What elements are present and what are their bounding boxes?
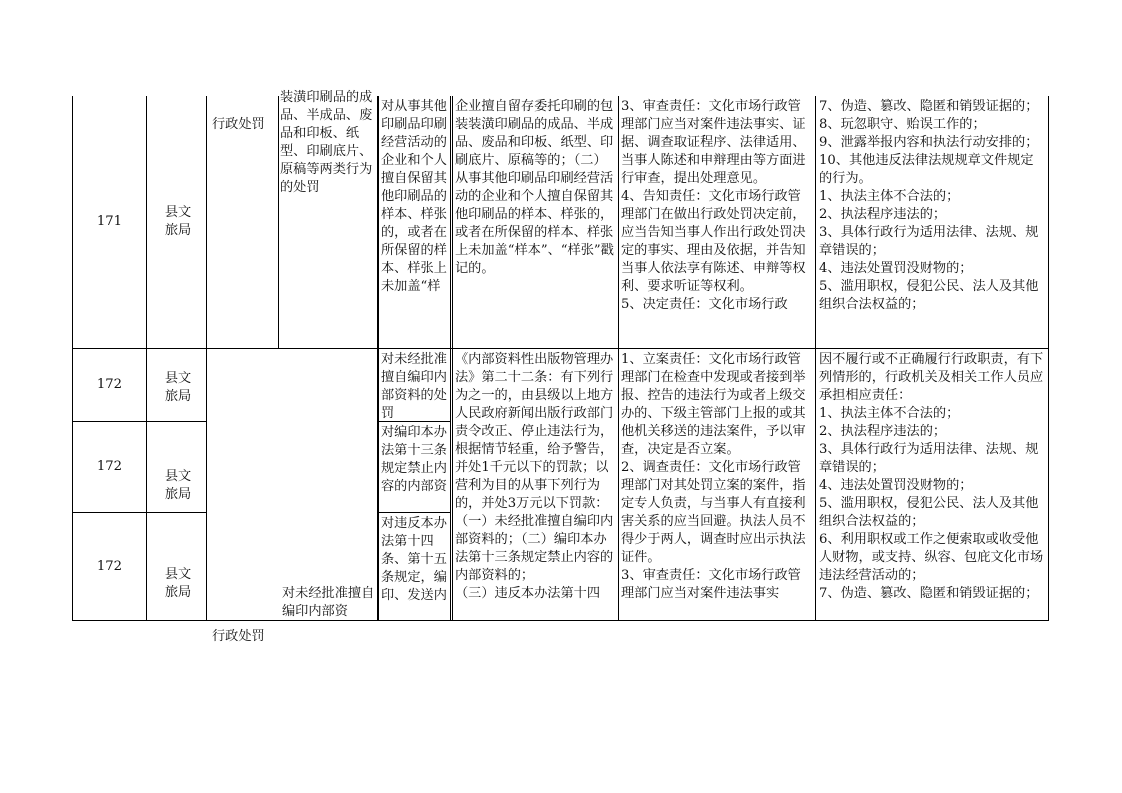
row-172a-dept: 县文旅局: [164, 371, 192, 404]
group-172-liab: 因不履行或不正确履行行政职责，有下列情形的，行政机关及相关工作人员应承担相应责任： 1、执法主体不合法的； 2、执法程序违法的； 3、具体行政行为适用法律、法规、规章错误的； 4、违法处置罚没财物的； 5、滥用职权，侵犯公民、法人及其他组织合法权益的； 6、利用职权或工作之便索取或收受他人财物，或支持、纵容、包庇文化市场违法经营活动的； 7、伪造、篡改、隐匿和销毁证据的；: [819, 352, 1044, 601]
row-172c-dept: 县文旅局: [164, 567, 192, 600]
grid-line: [1048, 96, 1049, 621]
row-172b-dept: 县文旅局: [164, 469, 192, 502]
grid-line: [72, 348, 1049, 349]
grid-line: [377, 96, 379, 621]
group-172-name: 对未经批准擅自编印内部资: [282, 586, 375, 619]
grid-line: [72, 620, 1049, 621]
row-171-seq: 171: [96, 214, 123, 229]
group-172-basis: 《内部资料性出版物管理办法》第二十二条：有下列行为之一的，由县级以上地方人民政府新闻出版行政部门责令改正、停止违法行为，根据情节轻重，给予警告，并处1千元以下的罚款；以营利为目的从事下列行为的，并处3万元以下罚款： （一）未经批准擅自编印内部资料的；（二）编印本办法第十三条规定禁止内容的内部资料的； （三）违反本办法第十四: [455, 352, 614, 601]
row-171-name-clip: [278, 90, 377, 348]
grid-line: [72, 421, 206, 422]
row-171-type: 行政处罚: [212, 117, 265, 132]
row-171-dept: 县文旅局: [164, 205, 192, 238]
grid-line: [452, 96, 453, 621]
group-172-duty: 1、立案责任：文化市场行政管理部门在检查中发现或者接到举报、控告的违法行为或者上级交办的、下级主管部门上报的或其他机关移送的违法案件，予以审查，决定是否立案。 2、调查责任：文化市场行政管理部门对其处罚立案的案件，指定专人负责，与当事人有直接利害关系的应当回避。执法人员不得少于两人，调查时应出示执法证件。 3、审查责任：文化市场行政管理部门应当对案件违法事实: [621, 352, 806, 601]
grid-line: [146, 96, 147, 621]
row-171-basis: 企业擅自留存委托印刷的包装装潢印刷品的成品、半成品、废品和印板、纸型、印刷底片、原稿等的；（二）从事其他印刷品印刷经营活动的企业和个人擅自保留其他印刷品的样本、样张的，或者在所保留的样本、样张上未加盖“样本”、“样张”戳记的。: [455, 99, 614, 276]
row-172b-seq: 172: [96, 459, 123, 474]
row-171-liab: 7、伪造、篡改、隐匿和销毁证据的； 8、玩忽职守、贻误工作的； 9、泄露举报内容和执法行动安排的； 10、其他违反法律法规规章文件规定的行为。 1、执法主体不合法的； 2、执法程序违法的； 3、具体行政行为适用法律、法规、规章错误的； 4、违法处置罚没财物的； 5、滥用职权，侵犯公民、法人及其他组织合法权益的；: [819, 99, 1039, 312]
row-172a-sub: 对未经批准擅自编印内部资料的处罚: [381, 352, 447, 421]
grid-line: [379, 421, 451, 422]
row-172c-seq: 172: [96, 559, 123, 574]
grid-line: [206, 96, 207, 621]
row-171-duty: 3、审查责任：文化市场行政管理部门应当对案件违法事实、证据、调查取证程序、法律适用、当事人陈述和申辩理由等方面进行审查，提出处理意见。 4、告知责任：文化市场行政管理部门在做出行政处罚决定前，应当告知当事人作出行政处罚决定的事实、理由及依据，并告知当事人依法享有陈述、申辩等权利、要求听证等权利。 5、决定责任：文化市场行政: [621, 99, 806, 312]
grid-line: [450, 96, 451, 621]
grid-line: [278, 96, 279, 349]
grid-line: [815, 96, 816, 621]
grid-line: [72, 96, 73, 621]
grid-line: [72, 512, 206, 513]
row-172b-sub: 对编印本办法第十三条规定禁止内容的内部资: [381, 425, 447, 494]
grid-line: [379, 512, 451, 513]
row-171-sub: 对从事其他印刷品印刷经营活动的企业和个人擅自保留其他印刷品的样本、样张的，或者在所保留的样本、样张上未加盖“样: [381, 99, 447, 294]
grid-line: [618, 96, 619, 621]
row-171-name: 装潢印刷品的成品、半成品、废品和印板、纸型、印刷底片、原稿等两类行为的处罚: [280, 90, 373, 195]
group-172-type: 行政处罚: [212, 629, 265, 644]
row-172a-seq: 172: [96, 377, 123, 392]
row-172c-sub: 对违反本办法第十四条、第十五条规定，编印、发送内: [381, 516, 447, 603]
